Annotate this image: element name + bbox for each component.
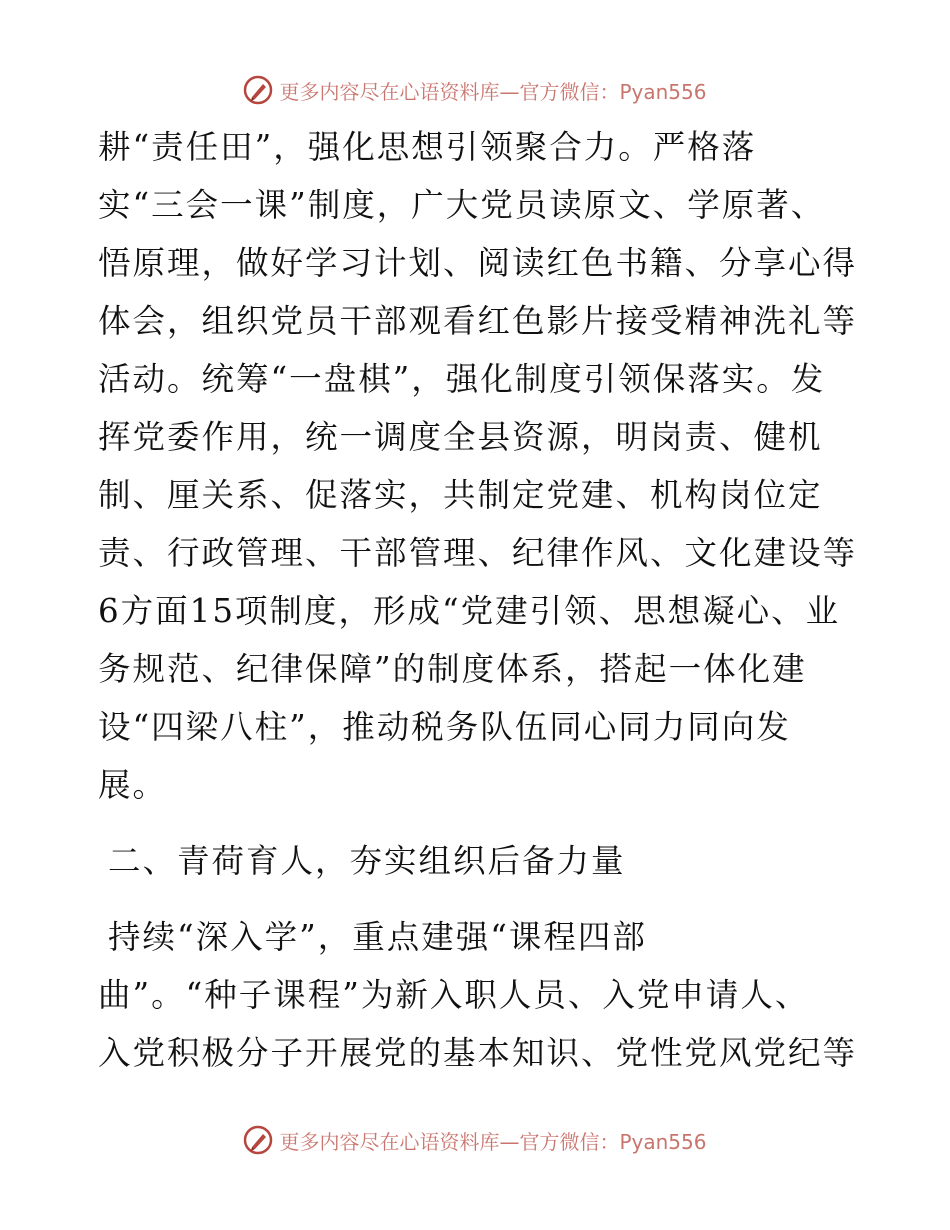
header-watermark [0, 70, 950, 110]
text-line-5: 活动。统筹“一盘棋”，强化制度引领保落实。发 [98, 360, 826, 398]
text-line-12: 展。 [98, 766, 168, 804]
watermark-text: 更多内容尽在心语资料库—官方微信：Pyan556 [279, 79, 707, 104]
watermark-text: 更多内容尽在心语资料库—官方微信：Pyan556 [279, 1129, 707, 1154]
text-line-14: 曲”。“种子课程”为新入职人员、入党申请人、 [98, 976, 810, 1014]
text-line-2: 实“三会一课”制度，广大党员读原文、学原著、 [98, 186, 826, 224]
text-line-8: 责、行政管理、干部管理、纪律作风、文化建设等 [98, 534, 858, 572]
pen-logo-icon [243, 1125, 273, 1155]
text-line-15: 入党积极分子开展党的基本知识、党性党风党纪等 [98, 1034, 858, 1072]
text-line-10: 务规范、纪律保障”的制度体系，搭起一体化建 [98, 650, 807, 688]
text-line-13: 持续“深入学”，重点建强“课程四部 [108, 918, 647, 956]
text-line-3: 悟原理，做好学习计划、阅读红色书籍、分享心得 [98, 244, 858, 282]
text-line-11: 设“四梁八柱”，推动税务队伍同心同力同向发 [98, 708, 791, 746]
pen-logo-icon [243, 75, 273, 105]
text-line-6: 挥党委作用，统一调度全县资源，明岗责、健机 [98, 418, 823, 456]
document-body [98, 118, 858, 1082]
text-line-1: 耕“责任田”，强化思想引领聚合力。严格落 [98, 128, 757, 166]
footer-watermark [0, 1120, 950, 1160]
text-line-9: 6方面15项制度，形成“党建引领、思想凝心、业 [98, 592, 841, 630]
section-heading: 二、青荷育人，夯实组织后备力量 [108, 842, 626, 880]
text-line-7: 制、厘关系、促落实，共制定党建、机构岗位定 [98, 476, 823, 514]
text-line-4: 体会，组织党员干部观看红色影片接受精神洗礼等 [98, 302, 858, 340]
